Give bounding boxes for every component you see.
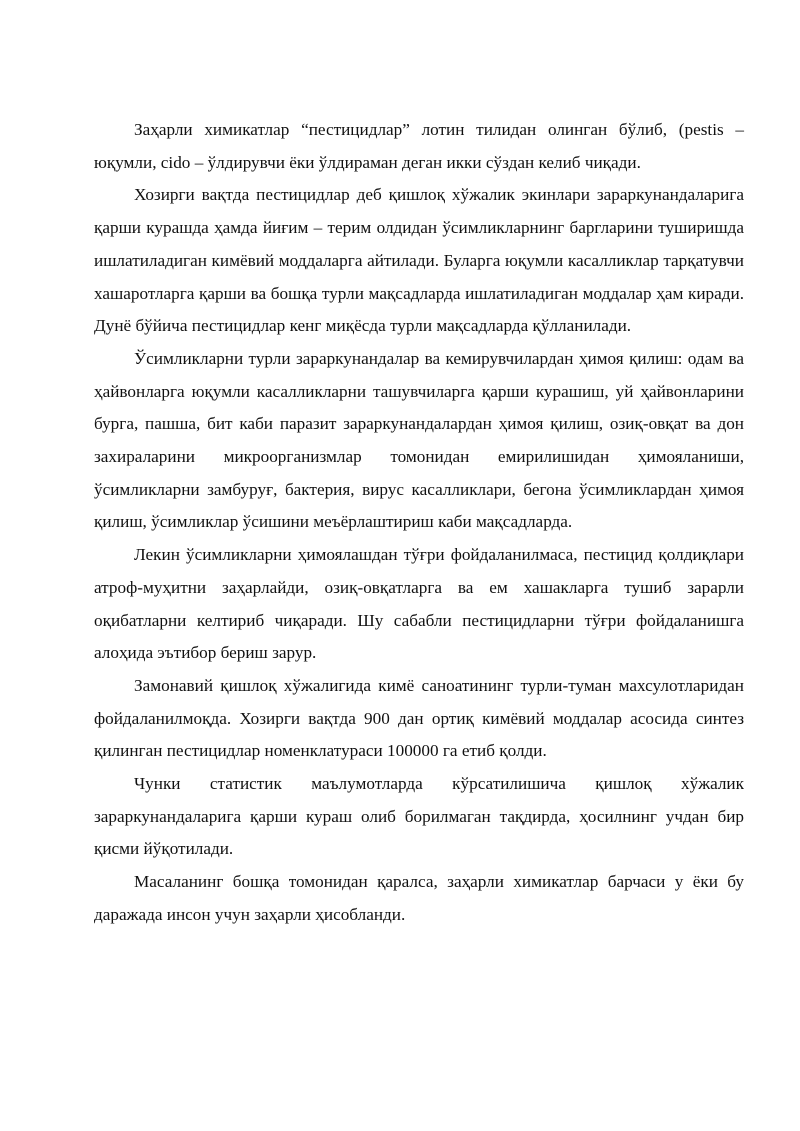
document-page — [94, 114, 744, 932]
paragraph: Масаланинг бошқа томонидан қаралса, заҳарли химикатлар барчаси у ёки бу даражада инсон учун заҳарли ҳисобланди. — [94, 872, 744, 924]
paragraph: Лекин ўсимликларни ҳимоялашдан тўғри фойдаланилмаса, пестицид қолдиқлари атроф-муҳитни заҳарлайди, озиқ-овқатларга ва ем хашакларга тушиб зарарли оқибатларни келтириб чиқаради. Шу сабабли пестицидларни тўғри фойдаланишга алоҳида эътибор бериш зарур. — [94, 545, 744, 663]
paragraph: Заҳарли химикатлар “пестицидлар” лотин тилидан олинган бўлиб, (pestis – юқумли, cido – ўлдирувчи ёки ўлдираман деган икки сўздан келиб чиқади. — [94, 120, 744, 172]
paragraph: Хозирги вақтда пестицидлар деб қишлоқ хўжалик экинлари зараркунандаларига қарши курашда ҳамда йиғим – терим олдидан ўсимликларнинг баргларини туширишда ишлатиладиган кимёвий моддаларга айтилади. Буларга юқумли касалликлар тарқатувчи хашаротларга қарши ва бошқа турли мақсадларда ишлатиладиган моддалар ҳам киради. Дунё бўйича пестицидлар кенг миқёсда турли мақсадларда қўлланилади. — [94, 185, 744, 336]
paragraph: Замонавий қишлоқ хўжалигида кимё саноатининг турли-туман махсулотларидан фойдаланилмоқда. Хозирги вақтда 900 дан ортиқ кимёвий моддалар асосида синтез қилинган пестицидлар номенклатураси 100000 га етиб қолди. — [94, 675, 744, 761]
paragraph: Ўсимликларни турли зараркунандалар ва кемирувчилардан ҳимоя қилиш: одам ва ҳайвонларга юқумли касалликларни ташувчиларга қарши курашиш, уй ҳайвонларини бурга, пашша, бит каби паразит зараркунандалардан ҳимоя қилиш, озиқ-овқат ва дон захираларини микроорганизмлар томонидан емирилишидан ҳимояланиши, ўсимликларни замбуруғ, бактерия, вирус касалликлари, бегона ўсимликлардан ҳимоя қилиш, ўсимликлар ўсишини меъёрлаштириш каби мақсадларда. — [94, 348, 744, 532]
paragraph: Чунки статистик маълумотларда кўрсатилишича қишлоқ хўжалик зараркунандаларига қарши кураш олиб борилмаган тақдирда, ҳосилнинг учдан бир қисми йўқотилади. — [94, 774, 744, 859]
